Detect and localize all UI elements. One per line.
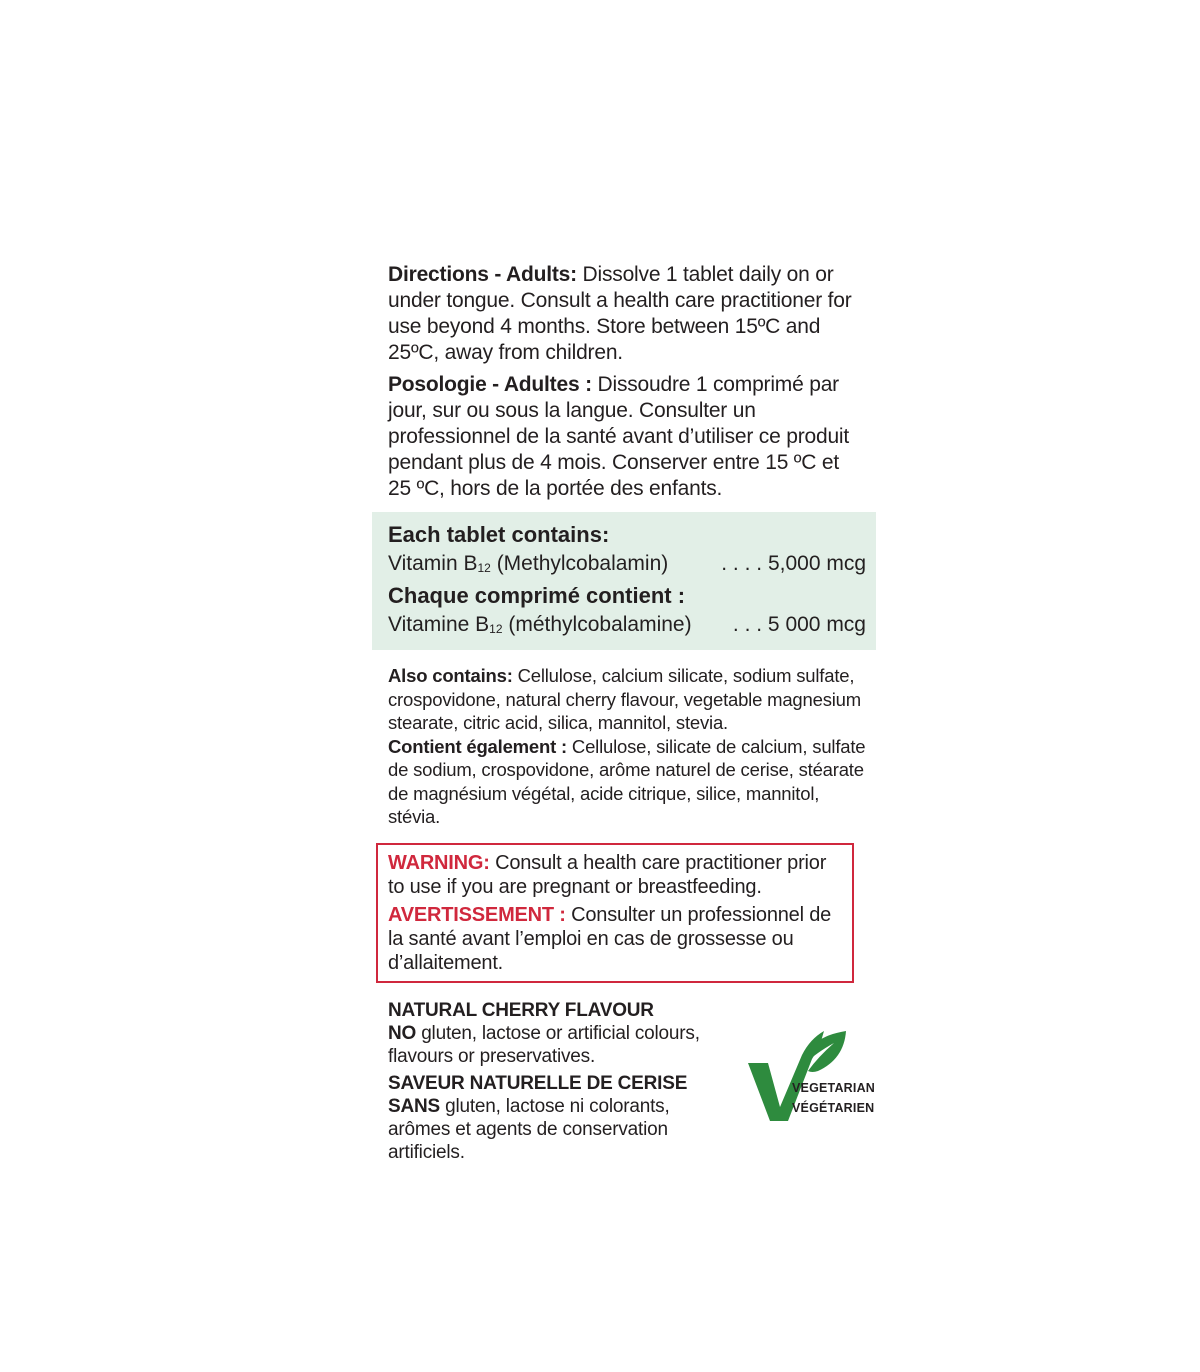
ingredient-subscript-english: 12 xyxy=(477,561,491,575)
contents-heading-english: Each tablet contains: xyxy=(388,522,610,547)
also-contains-english xyxy=(388,664,870,735)
warning-french-text: Consulter un professionnel de la santé avant l’emploi en cas de grossesse ou d’allaitement. xyxy=(388,903,832,974)
vegetarian-badge xyxy=(746,1029,876,1129)
ingredient-name-french xyxy=(388,610,692,642)
non-medicinal-ingredients xyxy=(372,664,876,829)
also-contains-french-text: Cellulose, silicate de calcium, sulfate de sodium, crospovidone, arôme naturel de cerise, stéarate de magnésium végétal, acide citrique, silice, mannitol, stévia. xyxy=(388,735,866,827)
warning-english-label: WARNING: xyxy=(388,851,490,874)
also-contains-english-label: Also contains: xyxy=(388,665,513,686)
ingredient-suffix-french: (méthylcobalamine) xyxy=(502,613,692,636)
also-contains-french-label: Contient également : xyxy=(388,735,567,757)
directions-english xyxy=(372,262,876,366)
contents-heading-french: Chaque comprimé contient : xyxy=(388,583,686,608)
vegetarian-label-french: VÉGÉTARIEN xyxy=(792,1100,875,1115)
ingredient-row-french xyxy=(388,610,866,642)
free-from-english xyxy=(388,1022,728,1068)
directions-french-text: Dissoudre 1 comprimé par jour, sur ou sous la langue. Consulter un professionnel de la santé avant d’utiliser ce produit pendant plus de 4 mois. Conserver entre 15 ºC et 25 ºC, hors de la portée des enfants. xyxy=(388,373,850,500)
flavour-section xyxy=(372,999,876,1164)
warning-english-text: Consult a health care practitioner prior to use if you are pregnant or breastfeeding. xyxy=(388,851,827,898)
ingredient-amount-french: . . . 5 000 mcg xyxy=(732,613,866,636)
warning-box xyxy=(376,843,854,983)
ingredient-row-english xyxy=(388,549,866,581)
flavour-heading-french: SAVEUR NATURELLE DE CERISE xyxy=(388,1072,688,1094)
directions-french xyxy=(372,372,876,502)
directions-english-label: Directions - Adults: xyxy=(388,263,577,286)
warning-french xyxy=(388,903,844,975)
free-from-english-label: NO xyxy=(388,1022,417,1044)
ingredient-prefix-english: Vitamin B xyxy=(388,552,478,575)
ingredient-suffix-english: (Methylcobalamin) xyxy=(490,552,669,575)
supplement-label-panel xyxy=(372,262,876,1164)
vegetarian-label-english: VEGETARIAN xyxy=(792,1080,876,1095)
warning-french-label: AVERTISSEMENT : xyxy=(388,903,566,926)
also-contains-english-text: Cellulose, calcium silicate, sodium sulfate, crospovidone, natural cherry flavour, vegetable magnesium stearate, citric acid, silica, mannitol, stevia. xyxy=(388,665,861,733)
medicinal-ingredients-box xyxy=(372,512,876,650)
free-from-french-label: SANS xyxy=(388,1095,440,1117)
free-from-french-text: gluten, lactose ni colorants, arômes et agents de conservation artificiels. xyxy=(388,1095,670,1163)
ingredient-name-english xyxy=(388,549,668,581)
free-from-french xyxy=(388,1095,728,1164)
directions-french-label: Posologie - Adultes : xyxy=(388,373,592,396)
also-contains-french xyxy=(388,735,870,829)
free-from-english-text: gluten, lactose or artificial colours, flavours or preservatives. xyxy=(388,1022,700,1067)
directions-english-text: Dissolve 1 tablet daily on or under tongue. Consult a health care practitioner for use beyond 4 months. Store between 15ºC and 25ºC, away from children. xyxy=(388,263,852,364)
ingredient-subscript-french: 12 xyxy=(489,622,503,636)
flavour-heading-english: NATURAL CHERRY FLAVOUR xyxy=(388,999,654,1021)
warning-english xyxy=(388,851,844,899)
flavour-text-block xyxy=(388,999,728,1164)
ingredient-amount-english: . . . . 5,000 mcg xyxy=(721,552,866,575)
ingredient-prefix-french: Vitamine B xyxy=(388,613,490,636)
